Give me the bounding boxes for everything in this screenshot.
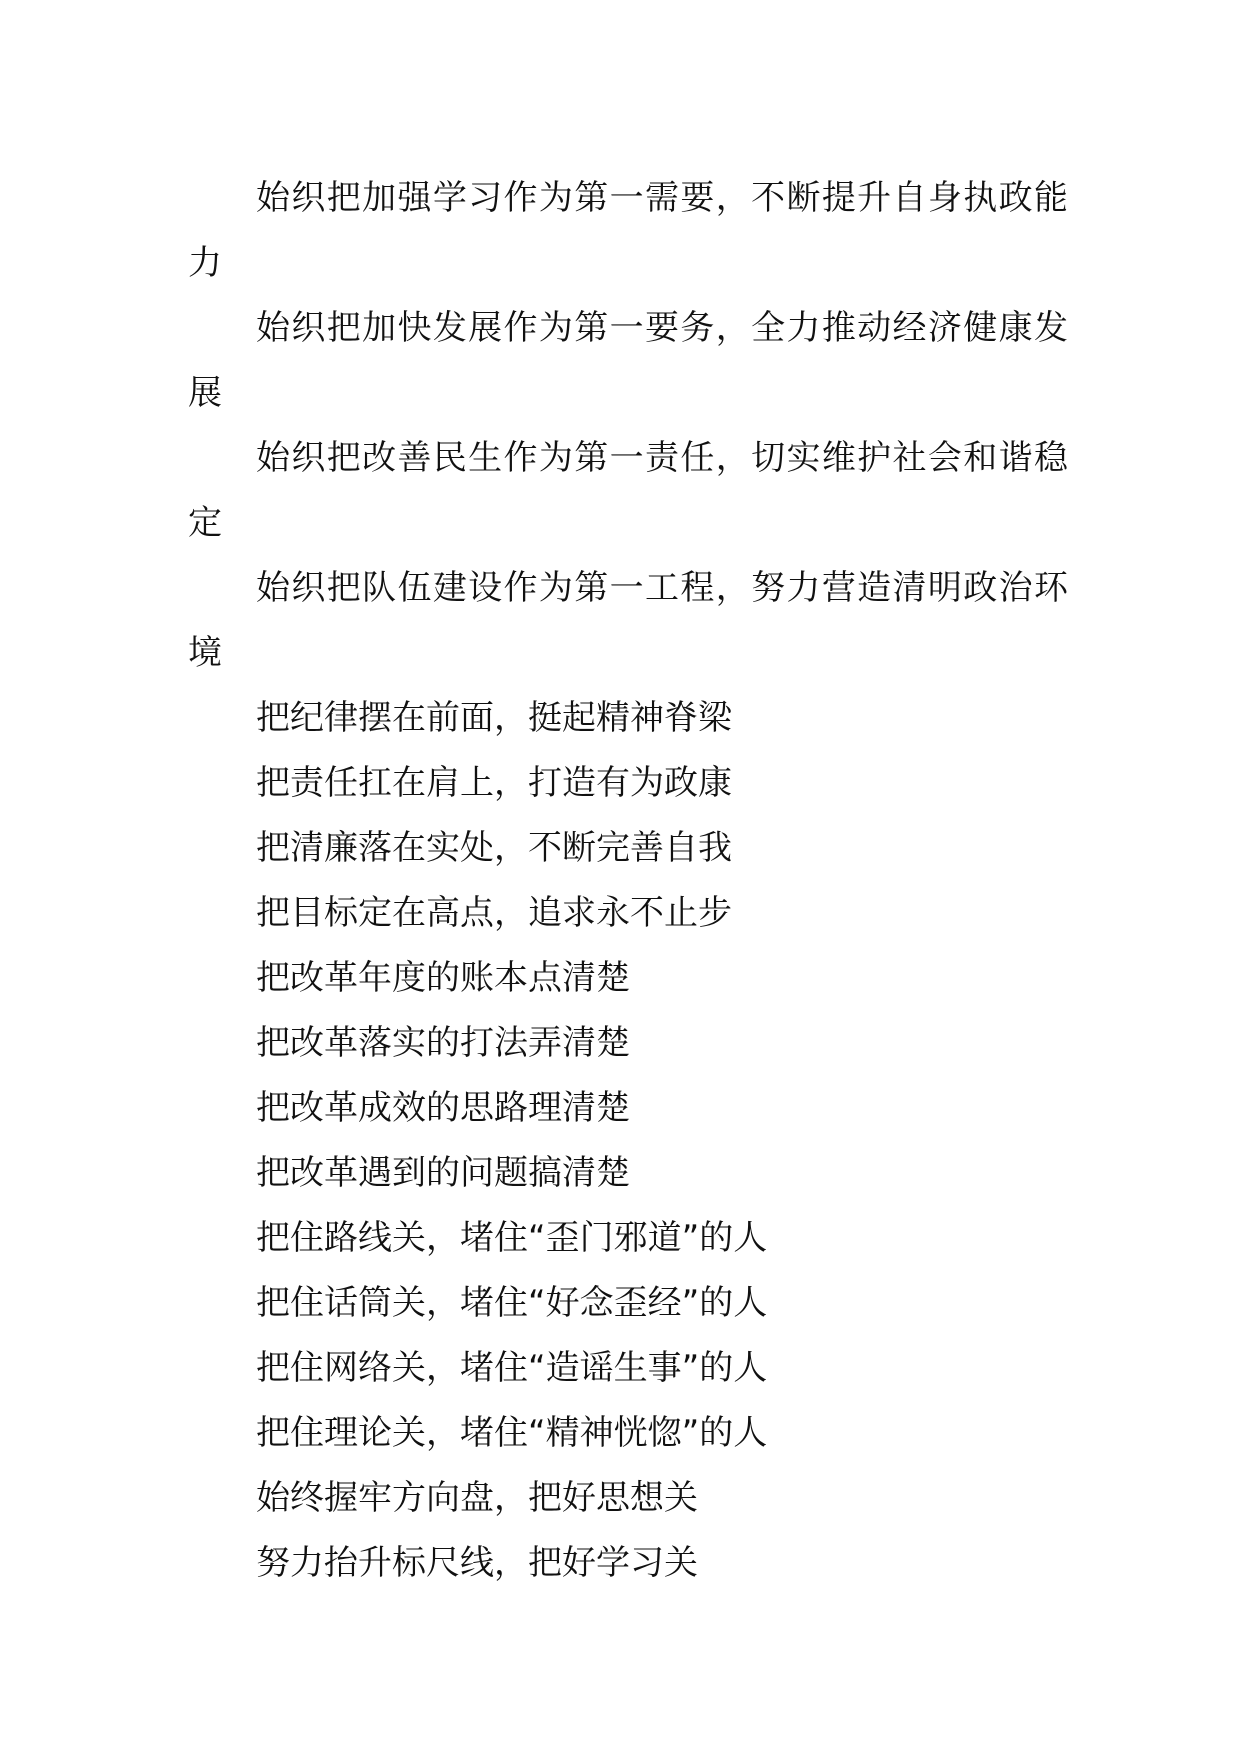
- paragraph-15: 把住网络关，堵住“造谣生事”的人: [256, 1348, 768, 1388]
- paragraph-3: 始织把改善民生作为第一责任，切实维护社会和谐稳定: [188, 438, 1068, 543]
- paragraph-6: 把责任扛在肩上，打造有为政康: [256, 763, 732, 803]
- paragraph-12: 把改革遇到的问题搞清楚: [256, 1153, 630, 1193]
- paragraph-7: 把清廉落在实处，不断完善自我: [256, 828, 732, 868]
- paragraph-17: 始终握牢方向盘，把好思想关: [256, 1478, 698, 1518]
- paragraph-11: 把改革成效的思路理清楚: [256, 1088, 630, 1128]
- paragraph-5: 把纪律摆在前面，挺起精神脊梁: [256, 698, 732, 738]
- paragraph-8: 把目标定在高点，追求永不止步: [256, 893, 732, 933]
- paragraph-4: 始织把队伍建设作为第一工程，努力营造清明政治环境: [188, 568, 1068, 673]
- paragraph-2: 始织把加快发展作为第一要务，全力推动经济健康发展: [188, 308, 1068, 413]
- paragraph-9: 把改革年度的账本点清楚: [256, 958, 630, 998]
- paragraph-18: 努力抬升标尺线，把好学习关: [256, 1543, 698, 1583]
- paragraph-1: 始织把加强学习作为第一需要，不断提升自身执政能力: [188, 178, 1068, 283]
- paragraph-14: 把住话筒关，堵住“好念歪经”的人: [256, 1283, 768, 1323]
- document-body: [188, 166, 1068, 1596]
- paragraph-13: 把住路线关，堵住“歪门邪道”的人: [256, 1218, 768, 1258]
- paragraph-16: 把住理论关，堵住“精神恍惚”的人: [256, 1413, 768, 1453]
- paragraph-10: 把改革落实的打法弄清楚: [256, 1023, 630, 1063]
